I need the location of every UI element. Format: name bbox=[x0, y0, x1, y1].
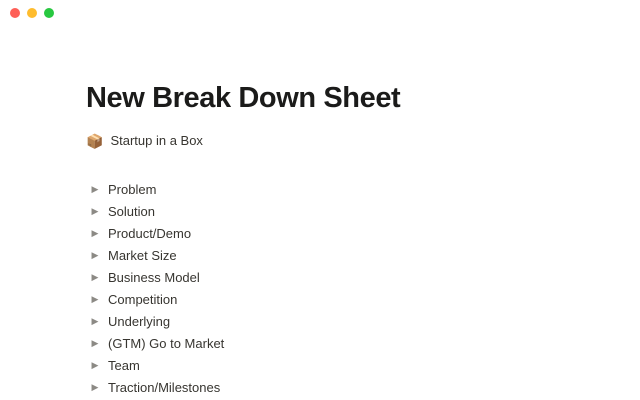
page-body bbox=[86, 26, 600, 398]
toggle-item-problem[interactable] bbox=[86, 178, 600, 200]
close-window-button[interactable] bbox=[10, 8, 20, 18]
chevron-right-icon[interactable]: ▶ bbox=[91, 205, 99, 216]
maximize-window-button[interactable] bbox=[44, 8, 54, 18]
toggle-list bbox=[86, 178, 600, 398]
window-controls bbox=[10, 8, 54, 18]
chevron-right-icon[interactable]: ▶ bbox=[91, 359, 99, 370]
chevron-right-icon[interactable]: ▶ bbox=[91, 249, 99, 260]
toggle-item-traction-milestones[interactable] bbox=[86, 376, 600, 398]
toggle-item-label: Team bbox=[108, 357, 140, 373]
toggle-item-team[interactable] bbox=[86, 354, 600, 376]
toggle-item-label: (GTM) Go to Market bbox=[108, 335, 225, 351]
toggle-item-label: Underlying bbox=[108, 313, 171, 329]
toggle-item-underlying[interactable] bbox=[86, 310, 600, 332]
toggle-item-go-to-market[interactable] bbox=[86, 332, 600, 354]
toggle-item-label: Traction/Milestones bbox=[108, 379, 221, 395]
toggle-item-label: Market Size bbox=[108, 247, 177, 263]
chevron-right-icon[interactable]: ▶ bbox=[91, 293, 99, 304]
toggle-item-competition[interactable] bbox=[86, 288, 600, 310]
page-title[interactable]: New Break Down Sheet bbox=[86, 82, 401, 114]
toggle-item-label: Competition bbox=[108, 291, 178, 307]
chevron-right-icon[interactable]: ▶ bbox=[91, 271, 99, 282]
toggle-item-label: Business Model bbox=[108, 269, 200, 285]
toggle-item-label: Product/Demo bbox=[108, 225, 192, 241]
toggle-item-market-size[interactable] bbox=[86, 244, 600, 266]
toggle-item-product-demo[interactable] bbox=[86, 222, 600, 244]
chevron-right-icon[interactable]: ▶ bbox=[91, 315, 99, 326]
chevron-right-icon[interactable]: ▶ bbox=[91, 381, 99, 392]
chevron-right-icon[interactable]: ▶ bbox=[91, 227, 99, 238]
toggle-item-label: Problem bbox=[108, 181, 157, 197]
document-content bbox=[0, 26, 640, 398]
toggle-item-label: Solution bbox=[108, 203, 155, 219]
toggle-item-solution[interactable] bbox=[86, 200, 600, 222]
chevron-right-icon[interactable]: ▶ bbox=[91, 183, 99, 194]
minimize-window-button[interactable] bbox=[27, 8, 37, 18]
page-subtitle[interactable] bbox=[86, 133, 600, 148]
title-bar bbox=[0, 0, 640, 26]
page-subtitle-label: Startup in a Box bbox=[110, 133, 203, 149]
toggle-item-business-model[interactable] bbox=[86, 266, 600, 288]
package-icon: 📦 bbox=[86, 132, 104, 149]
chevron-right-icon[interactable]: ▶ bbox=[91, 337, 99, 348]
